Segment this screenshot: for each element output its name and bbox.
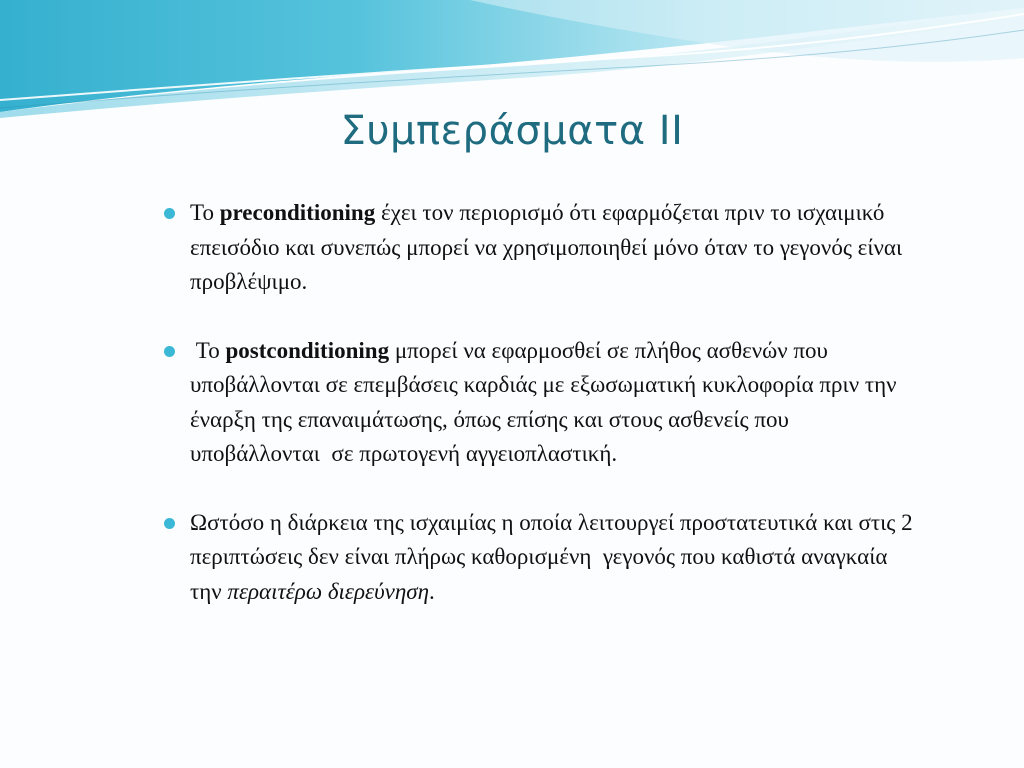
bullet-text-post: έχει τον περιορισμό ότι εφαρμόζεται πριν το ισχαιμικό επεισόδιο και συνεπώς μπορεί να χρησιμοποιηθεί μόνο όταν το γεγονός είναι προβλέψιμο.: [190, 200, 903, 294]
bullet-text-pre: Το: [190, 337, 226, 363]
slide-title: Συμπεράσματα ΙΙ: [340, 108, 684, 154]
bullet-text-italic: περαιτέρω διερεύνηση: [227, 578, 430, 604]
bullet-item-postconditioning: [160, 334, 920, 472]
bullet-text-post: .: [429, 578, 435, 604]
bullet-text: [190, 338, 902, 467]
bullet-dot-icon: [164, 518, 175, 529]
bullet-text: [190, 200, 902, 294]
bullet-text-post: μπορεί να εφαρμοσθεί σε πλήθος ασθενών που υποβάλλονται σε επεμβάσεις καρδιάς με εξωσωματική κυκλοφορία πριν την έναρξη της επαναιμάτωσης, όπως επίσης και στους ασθενείς που υποβάλλονται σε πρωτογενή αγγειοπλαστική.: [190, 337, 903, 466]
bullet-dot-icon: [164, 346, 175, 357]
bullet-item-conclusion: [160, 506, 920, 610]
bullet-text: [190, 510, 918, 604]
bullet-text-pre: Το: [190, 200, 220, 225]
bullet-list: [160, 196, 920, 643]
bullet-term-preconditioning: preconditioning: [219, 200, 376, 225]
bullet-dot-icon: [164, 208, 175, 219]
bullet-text-pre: Ωστόσο η διάρκεια της ισχαιμίας η οποία λειτουργεί προστατευτικά και στις 2 περιπτώσεις δεν είναι πλήρως καθορισμένη γεγονός που καθιστά αναγκαία την: [190, 509, 919, 604]
bullet-term-postconditioning: postconditioning: [225, 337, 390, 363]
bullet-item-preconditioning: [160, 196, 920, 300]
